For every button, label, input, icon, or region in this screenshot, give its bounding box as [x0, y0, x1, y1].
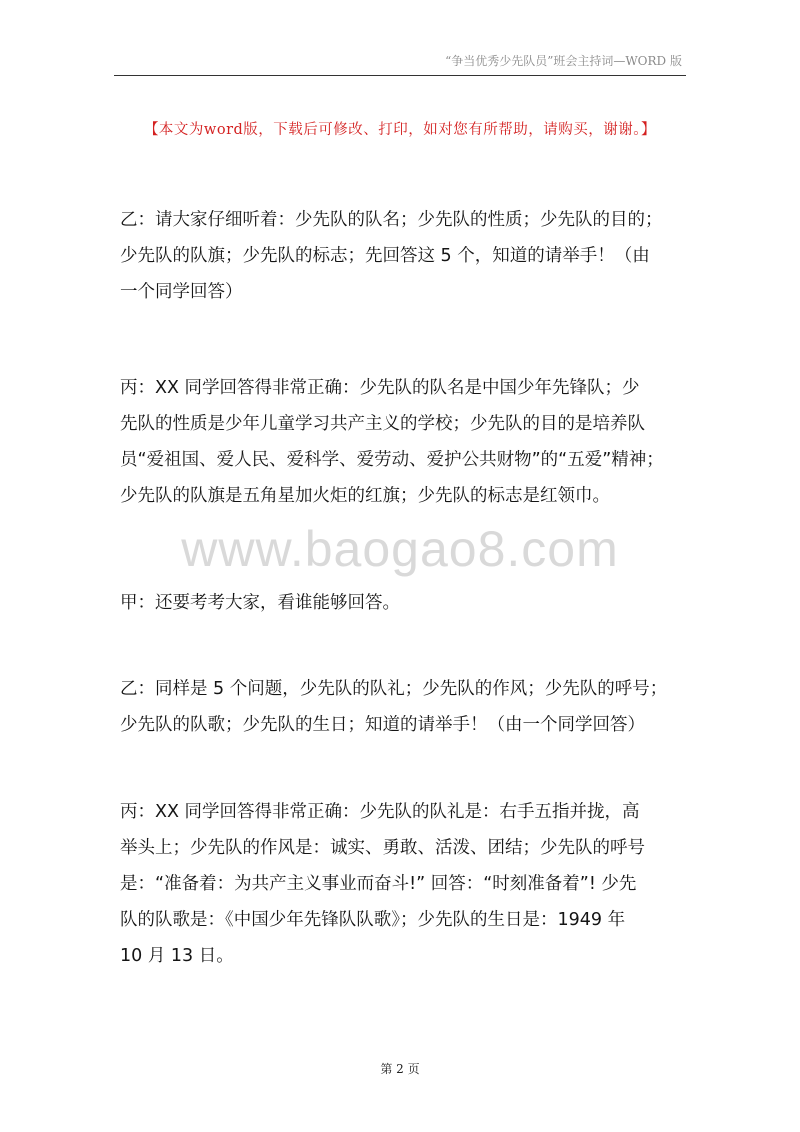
paragraph-5: 丙：XX 同学回答得非常正确：少先队的队礼是：右手五指并拢，高 举头上；少先队的作风是：诚实、勇敢、活泼、团结；少先队的呼号 是：“准备着：为共产主义事业而奋斗!” 回答：“时刻准备着”! 少先 队的队歌是：《中国少年先锋队队歌》；少先队的生日是：1949 年 10 月 13 日。 — [120, 802, 645, 966]
watermark: www.baogao8.com — [181, 521, 619, 577]
running-header: “争当优秀少先队员”班会主持词—WORD 版 — [445, 54, 682, 68]
page-number: 第 2 页 — [380, 1062, 420, 1076]
purchase-notice: 【本文为word版，下载后可修改、打印，如对您有所帮助，请购买，谢谢。】 — [143, 122, 657, 138]
paragraph-3: 甲：还要考考大家，看谁能够回答。 — [120, 593, 400, 613]
paragraph-1: 乙：请大家仔细听着：少先队的队名；少先队的性质；少先队的目的； 少先队的队旗；少先队的标志；先回答这 5 个，知道的请举手！（由 一个同学回答） — [120, 210, 663, 302]
paragraph-4: 乙：同样是 5 个问题，少先队的队礼；少先队的作风；少先队的呼号； 少先队的队歌；少先队的生日；知道的请举手！（由一个同学回答） — [120, 679, 668, 735]
header-divider — [114, 75, 686, 76]
paragraph-2: 丙：XX 同学回答得非常正确：少先队的队名是中国少年先锋队；少 先队的性质是少年儿童学习共产主义的学校；少先队的目的是培养队 员“爱祖国、爱人民、爱科学、爱劳动、爱护公共财物”的“五爱”精神； 少先队的队旗是五角星加火炬的红旗；少先队的标志是红领巾。 — [120, 378, 664, 506]
